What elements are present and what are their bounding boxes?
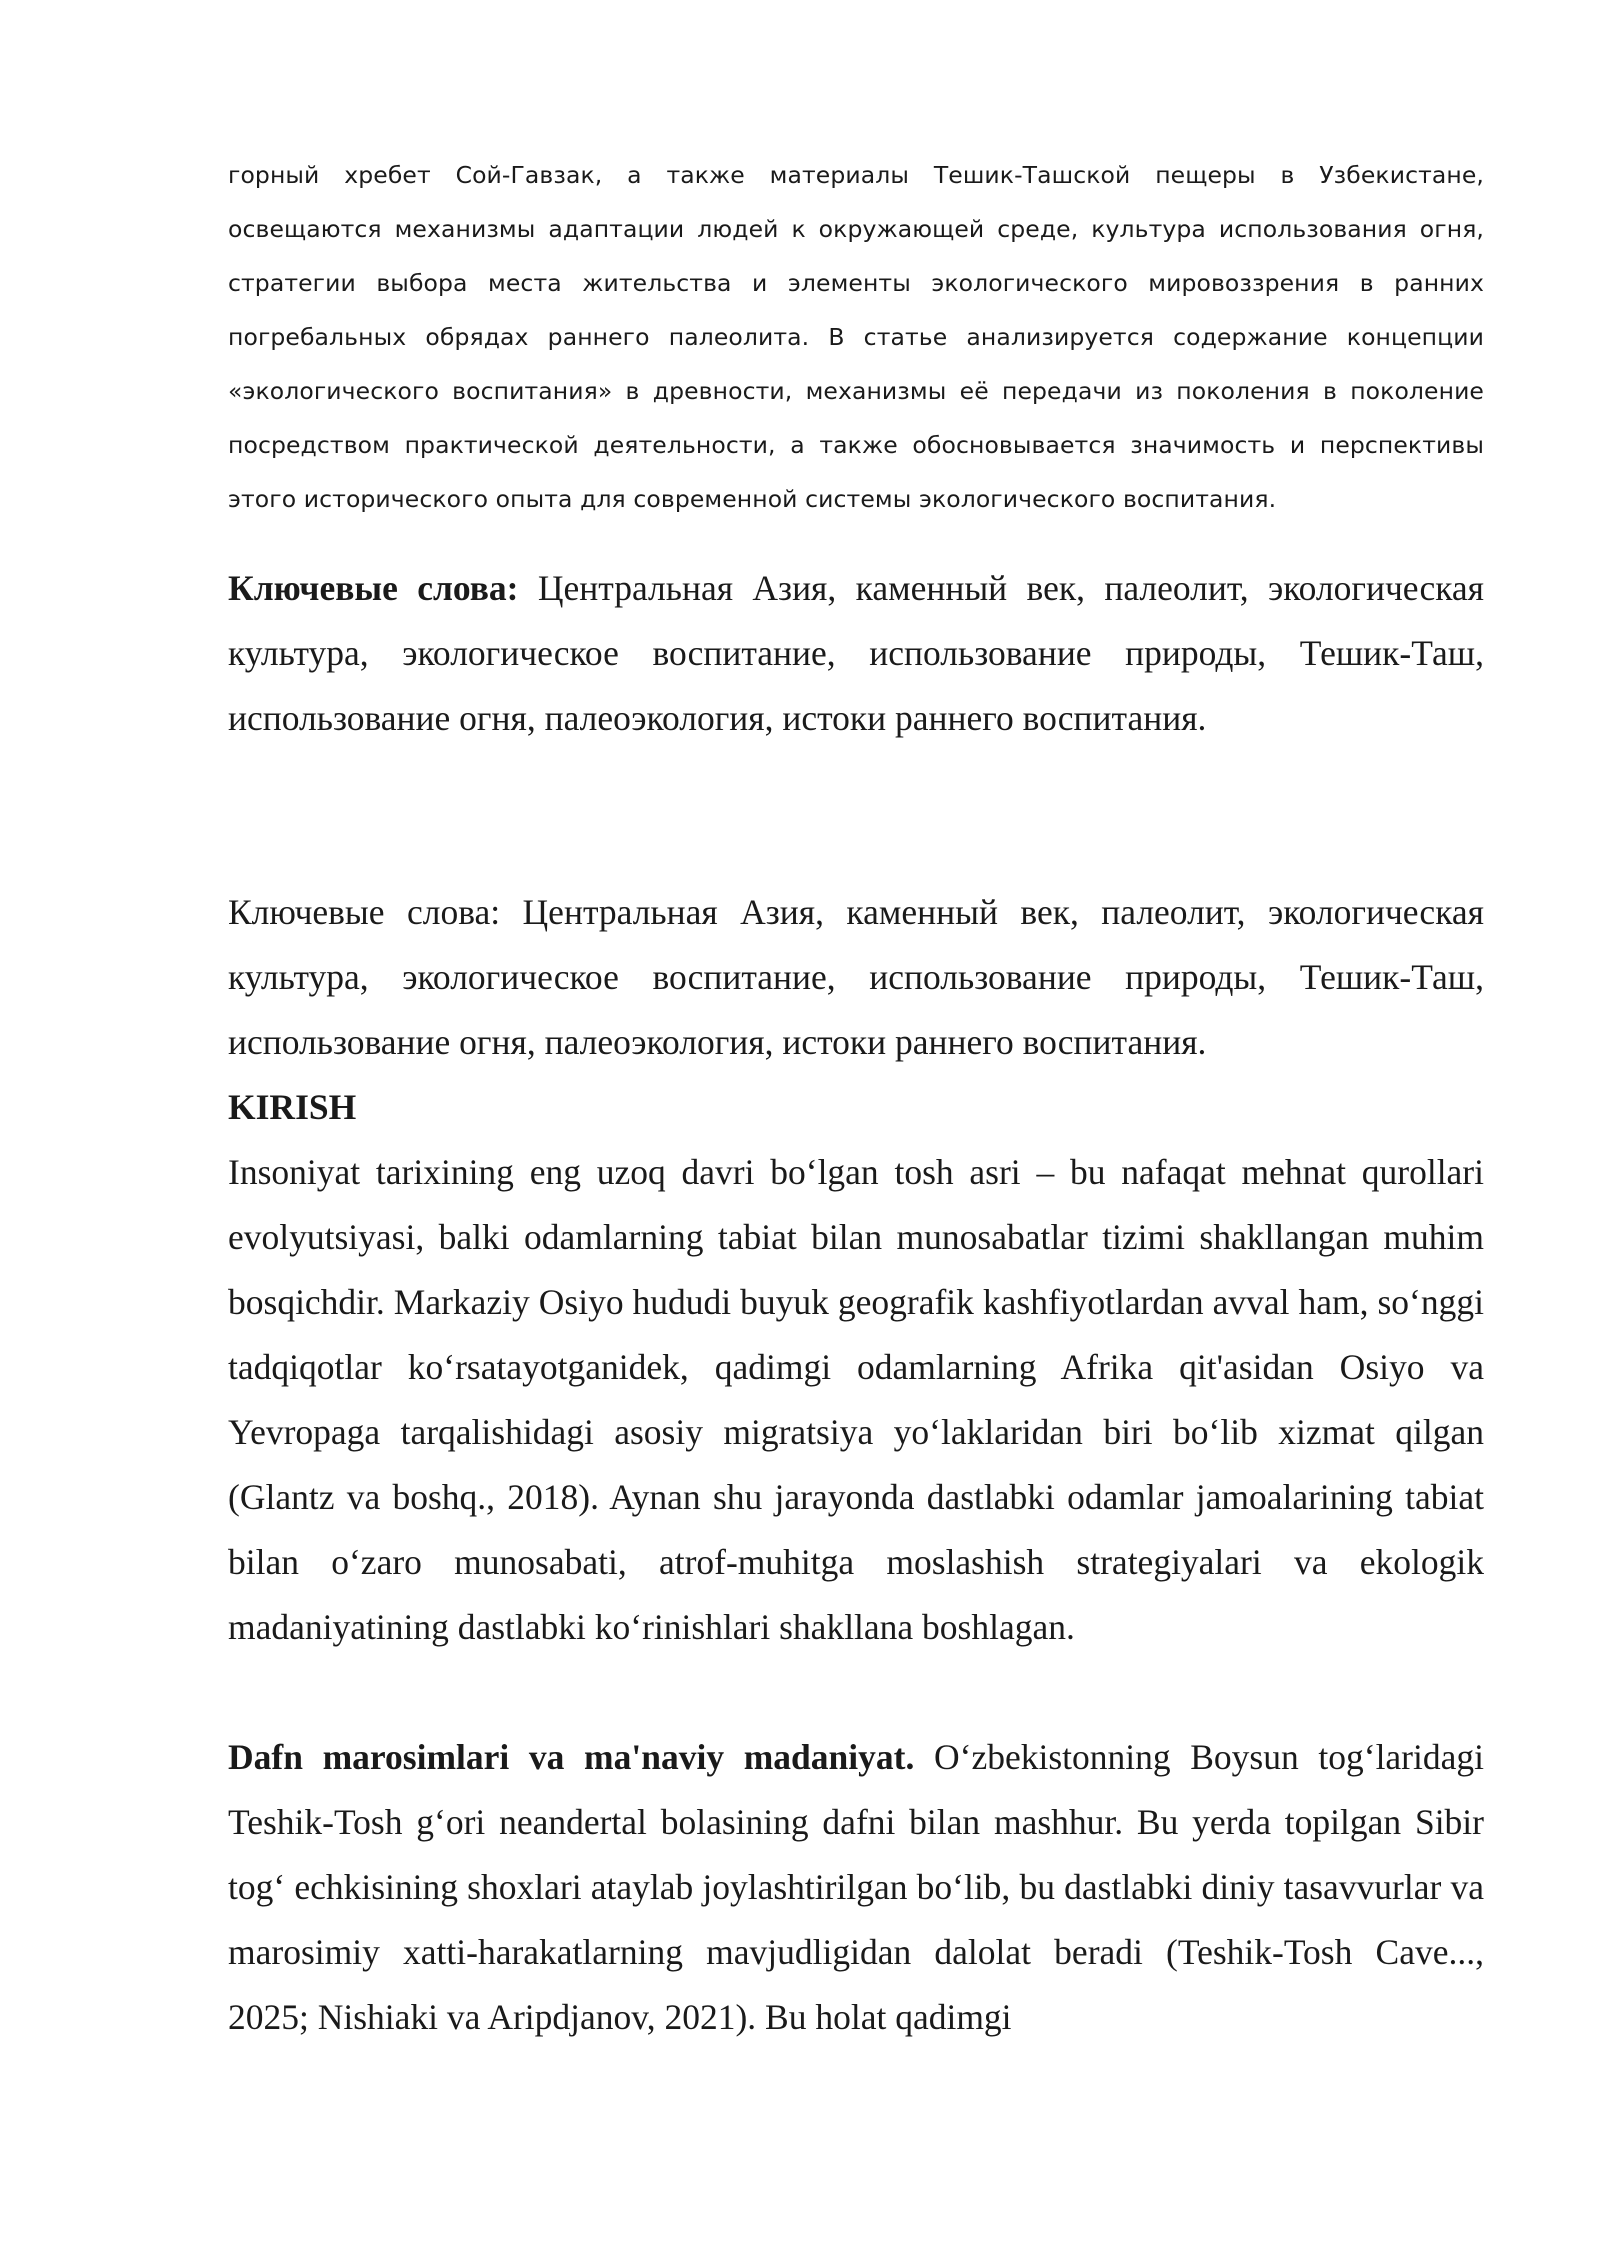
dafn-paragraph <box>228 1725 1484 2050</box>
keywords-label: Ключевые слова: <box>228 568 519 608</box>
dafn-title: Dafn marosimlari va ma'naviy madaniyat. <box>228 1737 915 1777</box>
keywords-paragraph-plain: Ключевые слова: Центральная Азия, каменный век, палеолит, экологическая культура, экологическое воспитание, использование природы, Тешик-Таш, использование огня, палеоэкология, истоки раннего воспитания. <box>228 892 1484 1062</box>
abstract-paragraph: горный хребет Сой-Гавзак, а также материалы Тешик-Ташской пещеры в Узбекистане, освещаются механизмы адаптации людей к окружающей среде, культура использования огня, стратегии выбора места жительства и элементы экологического мировоззрения в ранних погребальных обрядах раннего палеолита. В статье анализируется содержание концепции «экологического воспитания» в древности, механизмы её передачи из поколения в поколение посредством практической деятельности, а также обосновывается значимость и перспективы этого исторического опыта для современной системы экологического воспитания. <box>228 161 1484 513</box>
intro-paragraph: Insoniyat tarixining eng uzoq davri bo‘lgan tosh asri – bu nafaqat mehnat qurollari evolyutsiyasi, balki odamlarning tabiat bilan munosabatlar tizimi shakllangan muhim bosqichdir. Markaziy Osiyo hududi buyuk geografik kashfiyotlardan avval ham, so‘nggi tadqiqotlar ko‘rsatayotganidek, qadimgi odamlarning Afrika qit'asidan Osiyo va Yevropaga tarqalishidagi asosiy migratsiya yo‘laklaridan biri bo‘lib xizmat qilgan (Glantz va boshq., 2018). Aynan shu jarayonda dastlabki odamlar jamoalarining tabiat bilan o‘zaro munosabati, atrof-muhitga moslashish strategiyalari va ekologik madaniyatining dastlabki ko‘rinishlari shakllana boshlagan. <box>228 1152 1484 1647</box>
keywords-paragraph-bold <box>228 556 1484 751</box>
dafn-text: O‘zbekistonning Boysun tog‘laridagi Teshik-Tosh g‘ori neandertal bolasining dafni bilan mashhur. Bu yerda topilgan Sibir tog‘ echkisining shoxlari ataylab joylashtirilgan bo‘lib, bu dastlabki diniy tasavvurlar va marosimiy xatti-harakatlarning mavjudligidan dalolat beradi (Teshik-Tosh Cave..., 2025; Nishiaki va Aripdjanov, 2021). Bu holat qadimgi <box>228 1737 1484 2037</box>
keywords-text: Центральная Азия, каменный век, палеолит, экологическая культура, экологическое воспитание, использование природы, Тешик-Таш, использование огня, палеоэкология, истоки раннего воспитания. <box>228 568 1485 738</box>
section-heading: KIRISH <box>228 1087 357 1127</box>
